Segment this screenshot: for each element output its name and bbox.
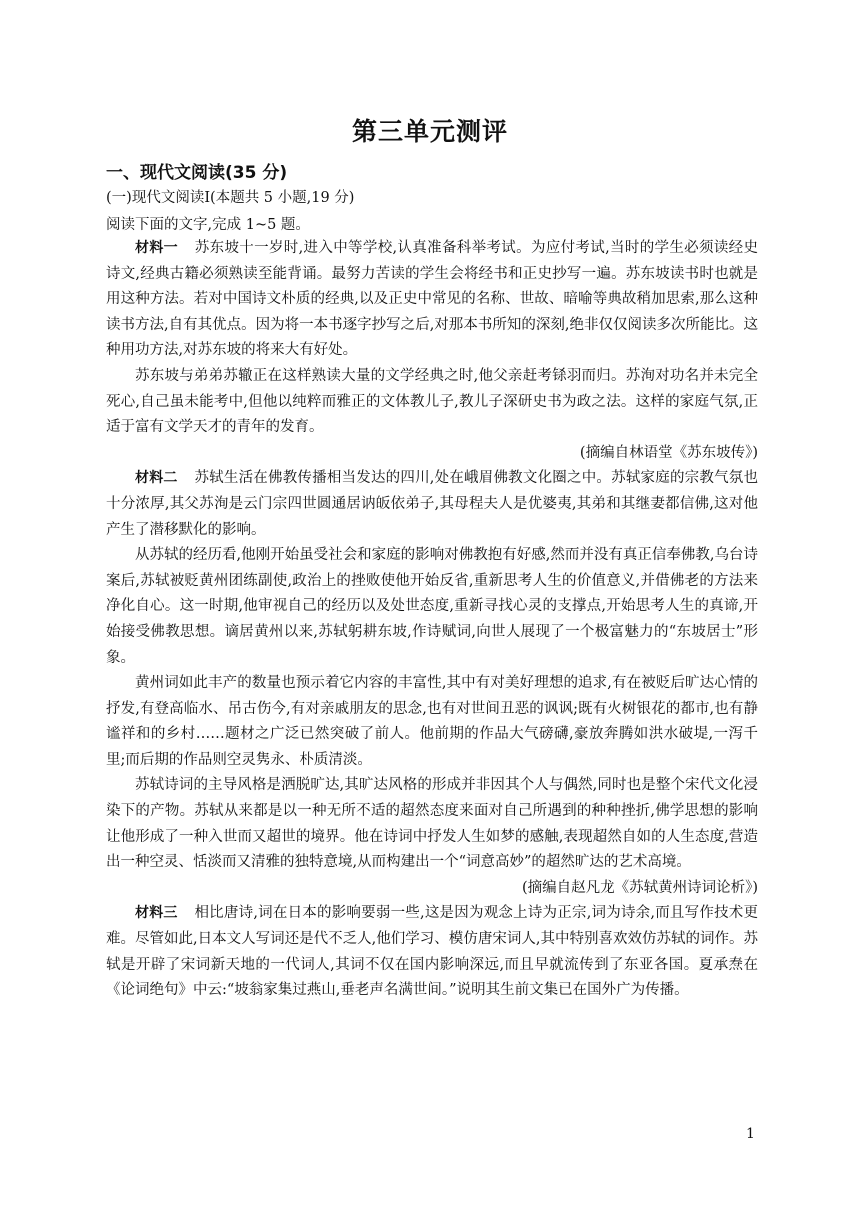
material-2-paragraph-1: 材料二 苏轼生活在佛教传播相当发达的四川,处在峨眉佛教文化圈之中。苏轼家庭的宗教气氛也十分浓厚,其父苏洵是云门宗四世圆通居讷皈依弟子,其母程夫人是优婆夷,其弟和其继妻都信佛,这对他产生了潜移默化的影响。 [106,470,759,538]
page-number: 1 [746,1126,755,1142]
material-2-label: 材料二 [135,470,178,487]
material-3-paragraph-1: 材料三 相比唐诗,词在日本的影响要弱一些,这是因为观念上诗为正宗,词为诗余,而且写作技术更难。尽管如此,日本文人写词还是代不乏人,他们学习、模仿唐宋词人,其中特别喜欢效仿苏轼的词作。苏轼是开辟了宋词新天地的一代词人,其词不仅在国内影响深远,而且早就流传到了东亚各国。夏承焘在《论词绝句》中云:“坡翁家集过燕山,垂老声名满世间。”说明其生前文集已在国外广为传播。 [106,905,759,999]
reading-body [106,236,758,1004]
material-1-label: 材料一 [135,240,178,256]
page-title: 第三单元测评 [351,117,508,146]
material-1-paragraph-2: 苏东坡与弟弟苏辙正在这样熟读大量的文学经典之时,他父亲赶考铩羽而归。苏洵对功名并未完全死心,自己虽未能考中,但他以纯粹而雅正的文体教儿子,教儿子深研史书为政之法。这样的家庭气氛,正适于富有文学天才的青年的发育。 [106,367,758,436]
subsection-heading: (一)现代文阅读Ⅰ(本题共 5 小题,19 分) [106,190,355,206]
material-3-label: 材料三 [135,905,178,922]
section-heading: 一、现代文阅读(35 分) [106,163,288,183]
instruction-text: 阅读下面的文字,完成 1~5 题。 [106,217,310,233]
material-2-paragraph-4: 苏轼诗词的主导风格是洒脱旷达,其旷达风格的形成并非因其个人与偶然,同时也是整个宋代文化浸染下的产物。苏轼从来都是以一种无所不适的超然态度来面对自己所遇到的种种挫折,佛学思想的影响让他形成了一种入世而又超世的境界。他在诗词中抒发人生如梦的感触,表现超然自如的人生态度,营造出一种空灵、恬淡而又清雅的独特意境,从而构建出一个“词意高妙”的超然旷达的艺术高境。 [106,777,758,871]
material-2-paragraph-3: 黄州词如此丰产的数量也预示着它内容的丰富性,其中有对美好理想的追求,有在被贬后旷达心情的抒发,有登高临水、吊古伤今,有对亲戚朋友的思念,也有对世间丑恶的讽讽;既有火树银花的都市,也有静谧祥和的乡村……题材之广泛已然突破了前人。他前期的作品大气磅礴,豪放奔腾如洪水破堤,一泻千里;而后期的作品则空灵隽永、朴质清淡。 [106,675,758,768]
material-1-paragraph-1: 材料一 苏东坡十一岁时,进入中等学校,认真准备科举考试。为应付考试,当时的学生必须读经史诗文,经典古籍必须熟读至能背诵。最努力苦读的学生会将经书和正史抄写一遍。苏东坡读书时也就是用这种方法。若对中国诗文朴质的经典,以及正史中常见的名称、世故、暗喻等典故稍加思索,那么这种读书方法,自有其优点。因为将一本书逐字抄写之后,对那本书所知的深刻,绝非仅仅阅读多次所能比。这种用功方法,对苏东坡的将来大有好处。 [106,240,759,359]
material-2-source: (摘编自赵凡龙《苏轼黄州诗词论析》) [521,879,758,896]
material-1-source: (摘编自林语堂《苏东坡传》) [579,444,758,461]
material-2-paragraph-2: 从苏轼的经历看,他刚开始虽受社会和家庭的影响对佛教抱有好感,然而并没有真正信奉佛教,乌台诗案后,苏轼被贬黄州团练副使,政治上的挫败使他开始反省,重新思考人生的价值意义,并借佛老的方法来净化自心。这一时期,他审视自己的经历以及处世态度,重新寻找心灵的支撑点,开始思考人生的真谛,开始接受佛教思想。谪居黄州以来,苏轼躬耕东坡,作诗赋词,向世人展现了一个极富魅力的“东坡居士”形象。 [106,547,758,666]
